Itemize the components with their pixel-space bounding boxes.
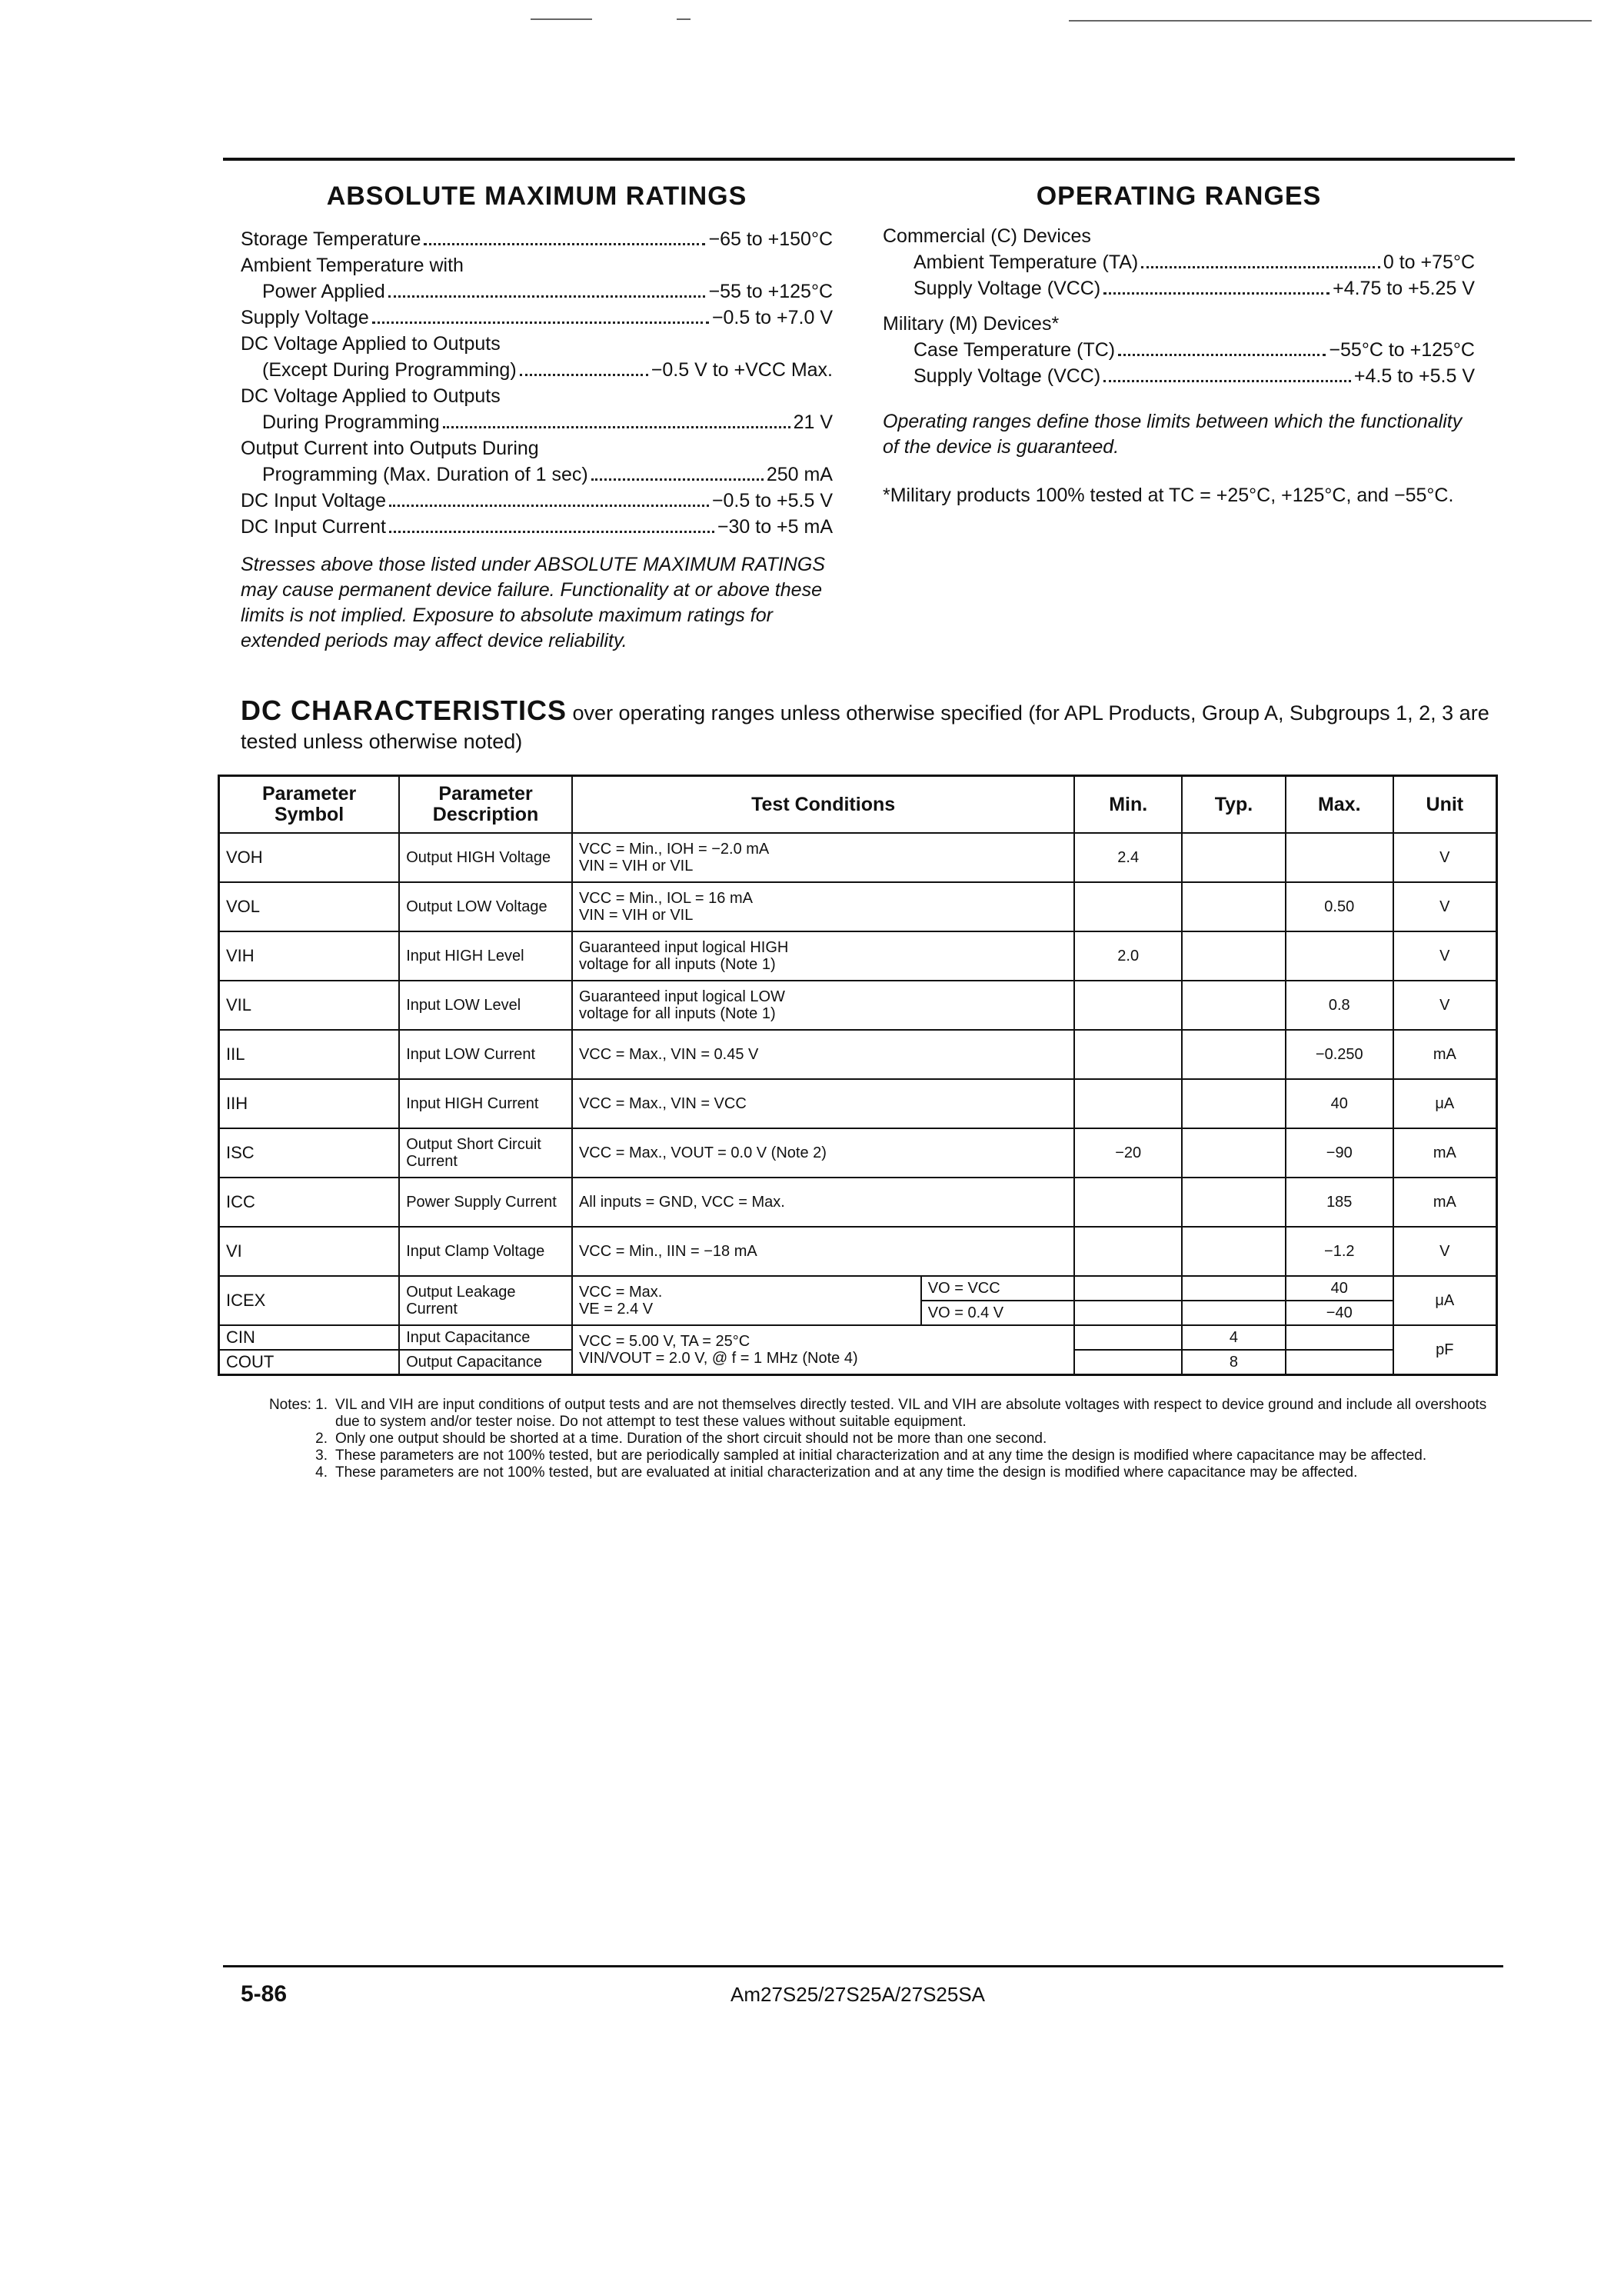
- header-description: Parameter Description: [399, 776, 572, 834]
- amr-row: DC Input Voltage −0.5 to +5.5 V: [241, 488, 833, 514]
- amr-row: (Except During Programming) −0.5 V to +VCC Max.: [241, 357, 833, 383]
- opr-row: Supply Voltage (VCC) +4.75 to +5.25 V: [883, 275, 1475, 301]
- header-max: Max.: [1286, 776, 1393, 834]
- table-row: ICEX Output Leakage Current VCC = Max. VE = 2.4 V VO = VCC 40 μA: [219, 1276, 1497, 1301]
- military-note: *Military products 100% tested at TC = +25°C, +125°C, and −55°C.: [883, 485, 1454, 506]
- table-row: VI Input Clamp Voltage VCC = Min., IIN = −18 mA −1.2 V: [219, 1227, 1497, 1276]
- footer-rule: [223, 1965, 1503, 1967]
- part-number: Am27S25/27S25A/27S25SA: [730, 1983, 986, 2006]
- header-min: Min.: [1074, 776, 1182, 834]
- commercial-heading: Commercial (C) Devices: [883, 225, 1091, 247]
- amr-row: DC Voltage Applied to Outputs: [241, 385, 501, 407]
- dc-table: [218, 775, 1498, 1376]
- opr-row: Supply Voltage (VCC) +4.5 to +5.5 V: [883, 363, 1475, 389]
- opr-title: OPERATING RANGES: [1036, 182, 1322, 211]
- military-heading: Military (M) Devices*: [883, 313, 1060, 335]
- scan-mark: [531, 18, 592, 20]
- notes: [241, 1397, 1502, 1481]
- header-unit: Unit: [1393, 776, 1497, 834]
- amr-row: DC Input Current −30 to +5 mA: [241, 514, 833, 540]
- amr-row: Power Applied −55 to +125°C: [241, 278, 833, 305]
- opr-row: Ambient Temperature (TA) 0 to +75°C: [883, 249, 1475, 275]
- dc-title: DC CHARACTERISTICS: [241, 695, 567, 726]
- stress-note: Stresses above those listed under ABSOLUTE MAXIMUM RATINGS may cause permanent device failure. Functionality at or above these limits is not implied. Exposure to absolute maximum ratings for extended periods may affect device reliability.: [241, 554, 825, 651]
- page-number: 5-86: [241, 1981, 288, 2007]
- header-typ: Typ.: [1182, 776, 1286, 834]
- amr-row: DC Voltage Applied to Outputs: [241, 333, 501, 355]
- dc-title-block: [241, 696, 1509, 756]
- note-item: 3. These parameters are not 100% tested, but are periodically sampled at initial characterization and at any time the design is modified where capacitance may be affected.: [315, 1447, 1427, 1464]
- table-row: CIN Input Capacitance VCC = 5.00 V, TA = 25°C VIN/VOUT = 2.0 V, @ f = 1 MHz (Note 4) 4 pF: [219, 1325, 1497, 1350]
- table-row: ISC Output Short Circuit Current VCC = Max., VOUT = 0.0 V (Note 2) −20 −90 mA: [219, 1128, 1497, 1178]
- opr-row: Case Temperature (TC) −55°C to +125°C: [883, 337, 1475, 363]
- dc-subtitle: over operating ranges unless otherwise specified (for APL Products, Group A, Subgroups 1, 2, 3 are tested unless otherwise noted): [241, 701, 1489, 753]
- table-row: VIL Input LOW Level Guaranteed input logical LOW voltage for all inputs (Note 1) 0.8 V: [219, 981, 1497, 1030]
- amr-row: Supply Voltage −0.5 to +7.0 V: [241, 305, 833, 331]
- opr-section: [883, 223, 1475, 508]
- table-row: IIH Input HIGH Current VCC = Max., VIN = VCC 40 μA: [219, 1079, 1497, 1128]
- amr-row: Programming (Max. Duration of 1 sec) 250 mA: [241, 461, 833, 488]
- amr-section: [241, 226, 833, 654]
- table-header: [219, 776, 1497, 834]
- amr-title: ABSOLUTE MAXIMUM RATINGS: [326, 182, 747, 211]
- table-row: COUT Output Capacitance 8: [219, 1350, 1497, 1375]
- amr-row: Ambient Temperature with: [241, 255, 464, 276]
- operating-note: Operating ranges define those limits between which the functionality of the device is guaranteed.: [883, 411, 1463, 458]
- table-row: IIL Input LOW Current VCC = Max., VIN = 0.45 V −0.250 mA: [219, 1030, 1497, 1079]
- amr-row: Storage Temperature −65 to +150°C: [241, 226, 833, 252]
- table-row: VIH Input HIGH Level Guaranteed input logical HIGH voltage for all inputs (Note 1) 2.0 V: [219, 931, 1497, 981]
- scan-mark: [1069, 20, 1592, 22]
- table-row: VO = 0.4 V −40: [219, 1301, 1497, 1325]
- scan-mark: [677, 18, 691, 20]
- table-row: ICC Power Supply Current All inputs = GND, VCC = Max. 185 mA: [219, 1178, 1497, 1227]
- top-rule: [223, 158, 1515, 161]
- amr-row: During Programming 21 V: [241, 409, 833, 435]
- note-item: 4. These parameters are not 100% tested, but are evaluated at initial characterization and at any time the design is modified where capacitance may be affected.: [315, 1464, 1358, 1481]
- table-row: VOH Output HIGH Voltage VCC = Min., IOH = −2.0 mA VIN = VIH or VIL 2.4 V: [219, 833, 1497, 882]
- table-row: VOL Output LOW Voltage VCC = Min., IOL = 16 mA VIN = VIH or VIL 0.50 V: [219, 882, 1497, 931]
- header-symbol: Parameter Symbol: [219, 776, 400, 834]
- note-item: 2. Only one output should be shorted at a time. Duration of the short circuit should not be more than one second.: [315, 1431, 1047, 1447]
- amr-row: Output Current into Outputs During: [241, 438, 539, 459]
- note-item: Notes: 1. VIL and VIH are input conditions of output tests and are not themselves directly tested. VIL and VIH are absolute voltages with respect to device ground and include all overshoots due to system and/or tester noise. Do not attempt to test these values without suitable equipment.: [268, 1397, 1487, 1430]
- header-conditions: Test Conditions: [572, 776, 1074, 834]
